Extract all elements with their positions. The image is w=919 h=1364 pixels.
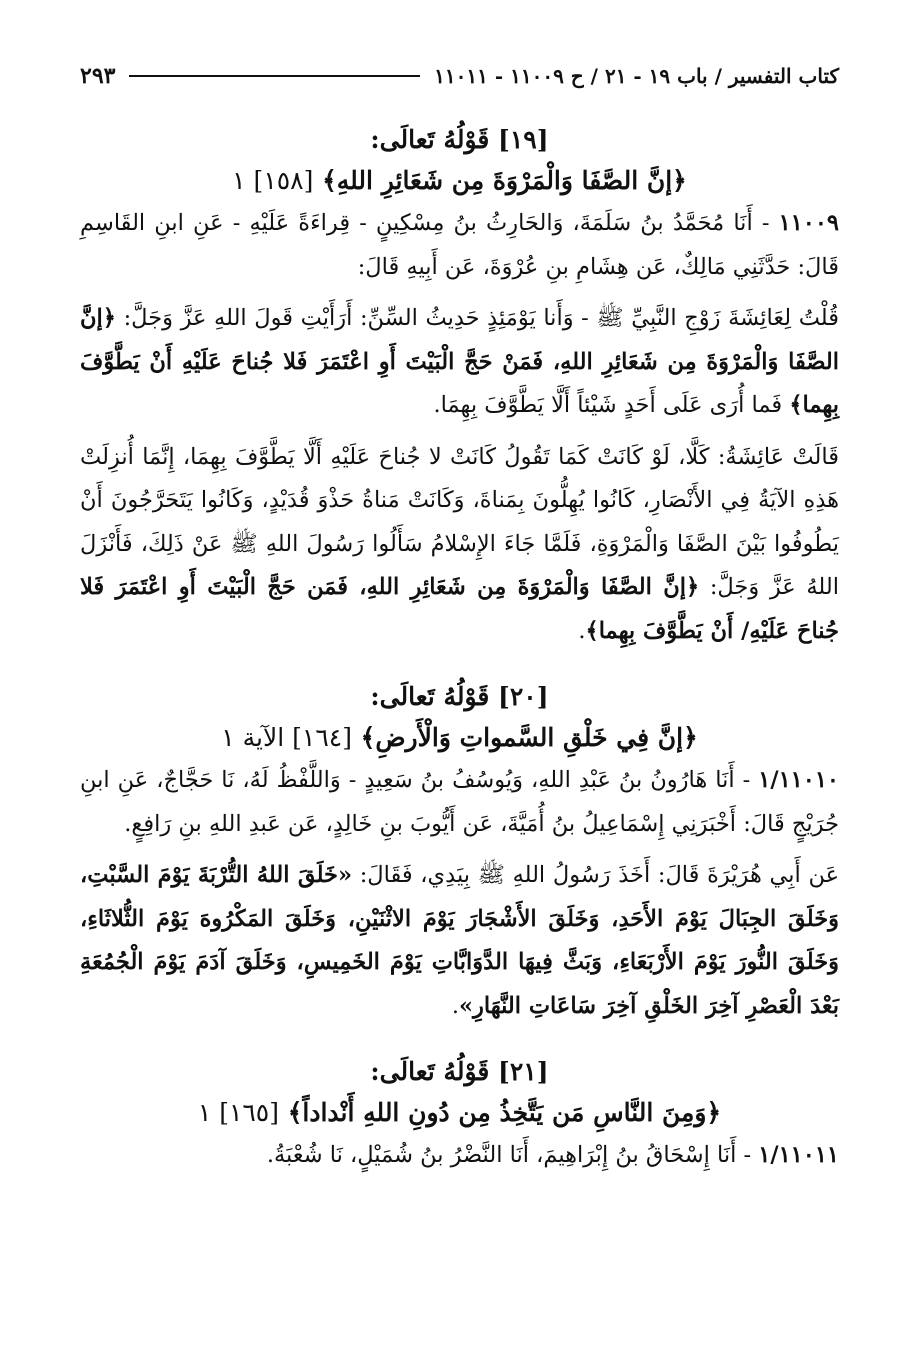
quran-quote: ﴿إنَّ الصَّفَا وَالْمَرْوَةَ مِن شَعَائِرِ اللهِ، فَمَنْ حَجَّ الْبَيْتَ أَوِ اعْتَمَرَ فَلا جُناحَ عَلَيْهِ أَنْ يَطَّوَّفَ بِهِما﴾ bbox=[80, 305, 839, 418]
paragraph-end: . bbox=[578, 617, 586, 644]
prophetic-quote: «خَلَقَ اللهُ التُّرْبَةَ يَوْمَ السَّبْتِ، وَخَلَقَ الجِبَالَ يَوْمَ الأَحَدِ، وَخَلَقَ الأَشْجَارَ يَوْمَ الاثْنَيْنِ، وَخَلَقَ المَكْرُوهَ يَوْمَ الثُّلاثَاءِ، وَخَلَقَ النُّورَ يَوْمَ الأَرْبَعَاءِ، وَبَثَّ فِيهَا الدَّوَابَّاتِ يَوْمَ الخَمِيسِ، وَخَلَقَ آدَمَ يَوْمَ الْجُمُعَةِ بَعْدَ الْعَصْرِ آخِرَ الخَلْقِ آخِرَ سَاعَاتِ النَّهَارِ» bbox=[80, 862, 839, 1019]
section-heading-20 bbox=[80, 677, 839, 759]
hadith-11010-matn bbox=[80, 854, 839, 1028]
hadith-11009-isnad bbox=[80, 202, 839, 289]
paragraph-text: قَالَتْ عَائِشَةُ: كَلَّا، لَوْ كَانَتْ كَمَا تَقُولُ كَانَتْ لا جُناحَ عَلَيْهِ أَلَّا يَطَّوَّفَ بِهِمَا، إِنَّمَا أُنزِلَتْ هَذِهِ الآيَةُ فِي الأَنْصَارِ، كَانُوا يُهِلُّونَ بِمَناةَ، وَكَانَتْ مَناةُ حَذْوَ قُدَيْدٍ، وَكَانُوا يَتَحَرَّجُونَ أَنْ يَطُوفُوا بَيْنَ الصَّفَا وَالْمَرْوَةِ، فَلَمَّا جَاءَ الإِسْلامُ سَأَلُوا رَسُولَ اللهِ ﷺ عَنْ ذَلِكَ، فَأَنْزَلَ اللهُ عَزَّ وَجَلَّ: bbox=[80, 443, 839, 600]
paragraph-text: عَن أَبِي هُرَيْرَةَ قَالَ: أَخَذَ رَسُولُ اللهِ ﷺ بِيَدِي، فَقَالَ: bbox=[359, 862, 840, 888]
verse-reference: [١٦٥] ١ bbox=[197, 1098, 280, 1127]
section-title: [٢١] قَوْلُهُ تَعالَى: bbox=[370, 1057, 549, 1086]
hadith-number: ١/١١٠١٠ bbox=[758, 767, 839, 793]
section-heading-21 bbox=[80, 1052, 839, 1134]
hadith-11009-answer bbox=[80, 436, 839, 654]
header-rule bbox=[129, 75, 420, 77]
verse-text: ﴿وَمِنَ النَّاسِ مَن يَتَّخِذُ مِن دُونِ اللهِ أَنْداداً﴾ bbox=[287, 1098, 722, 1127]
verse-heading bbox=[80, 160, 839, 202]
isnad-text: - أَنَا إِسْحَاقُ بنُ إِبْرَاهِيمَ، أَنَا النَّضْرُ بنُ شُمَيْلٍ، نَا شُعْبَةُ. bbox=[266, 1142, 752, 1168]
isnad-text: - أَنَا مُحَمَّدُ بنُ سَلَمَةَ، وَالحَارِثُ بنُ مِسْكِينٍ - قِراءَةً عَلَيْهِ - عَنِ ابنِ القَاسِمِ قَالَ: حَدَّثَنِي مَالِكٌ، عَن هِشَامِ بنِ عُرْوَةَ، عَن أَبِيهِ قَالَ: bbox=[80, 210, 839, 280]
verse-reference: [١٦٤] الآية ١ bbox=[221, 723, 352, 752]
paragraph-end: . bbox=[451, 992, 459, 1019]
hadith-11010-isnad bbox=[80, 759, 839, 846]
section-title: [٢٠] قَوْلُهُ تَعالَى: bbox=[370, 682, 549, 711]
page-number: ٢٩٣ bbox=[80, 63, 116, 89]
isnad-text: - أَنَا هَارُونُ بنُ عَبْدِ اللهِ، وَيُوسُفُ بنُ سَعِيدٍ - وَاللَّفْظُ لَهُ، نَا حَجَّاجٌ، عَنِ ابنِ جُرَيْجٍ قَالَ: أَخْبَرَنِي إِسْمَاعِيلُ بنُ أُمَيَّةَ، عَن أَيُّوبَ بنِ خَالِدٍ، عَن عَبدِ اللهِ بنِ رَافِعٍ. bbox=[80, 767, 839, 837]
verse-heading bbox=[80, 717, 839, 759]
paragraph-text: فَما أُرَى عَلَى أَحَدٍ شَيْئاً أَلَّا يَطَّوَّفَ بِهِمَا. bbox=[433, 392, 783, 418]
hadith-number: ١/١١٠١١ bbox=[758, 1142, 839, 1168]
hadith-11011-isnad bbox=[80, 1134, 839, 1178]
verse-text: ﴿إنَّ فِي خَلْقِ السَّمواتِ وَالْأَرضِ﴾ bbox=[360, 723, 698, 752]
section-title: [١٩] قَوْلُهُ تَعالَى: bbox=[370, 125, 549, 154]
hadith-number: ١١٠٠٩ bbox=[778, 210, 839, 236]
hadith-11009-question bbox=[80, 297, 839, 428]
verse-reference: [١٥٨] ١ bbox=[232, 166, 314, 195]
section-heading-19 bbox=[80, 120, 839, 202]
running-header bbox=[80, 56, 839, 96]
paragraph-text: قُلْتُ لِعَائِشَةَ زَوْجِ النَّبِيِّ ﷺ - وَأَنا يَوْمَئِذٍ حَدِيثُ السِّنِّ: أَرَأَيْتِ قَولَ اللهِ عَزَّ وَجَلَّ: bbox=[123, 305, 840, 331]
quran-quote: ﴿إنَّ الصَّفَا وَالْمَرْوَةَ مِن شَعَائِرِ اللهِ، فَمَن حَجَّ الْبَيْتَ أَوِ اعْتَمَرَ فَلا جُناحَ عَلَيْهِ/ أَنْ يَطَّوَّفَ بِهِما﴾ bbox=[80, 574, 839, 644]
running-header-title: كتاب التفسير / باب ١٩ - ٢١ / ح ١١٠٠٩ - ١١٠١١ bbox=[434, 64, 839, 88]
verse-text: ﴿إنَّ الصَّفَا وَالْمَرْوَةَ مِن شَعَائِرِ اللهِ﴾ bbox=[322, 166, 687, 195]
verse-heading bbox=[80, 1092, 839, 1134]
